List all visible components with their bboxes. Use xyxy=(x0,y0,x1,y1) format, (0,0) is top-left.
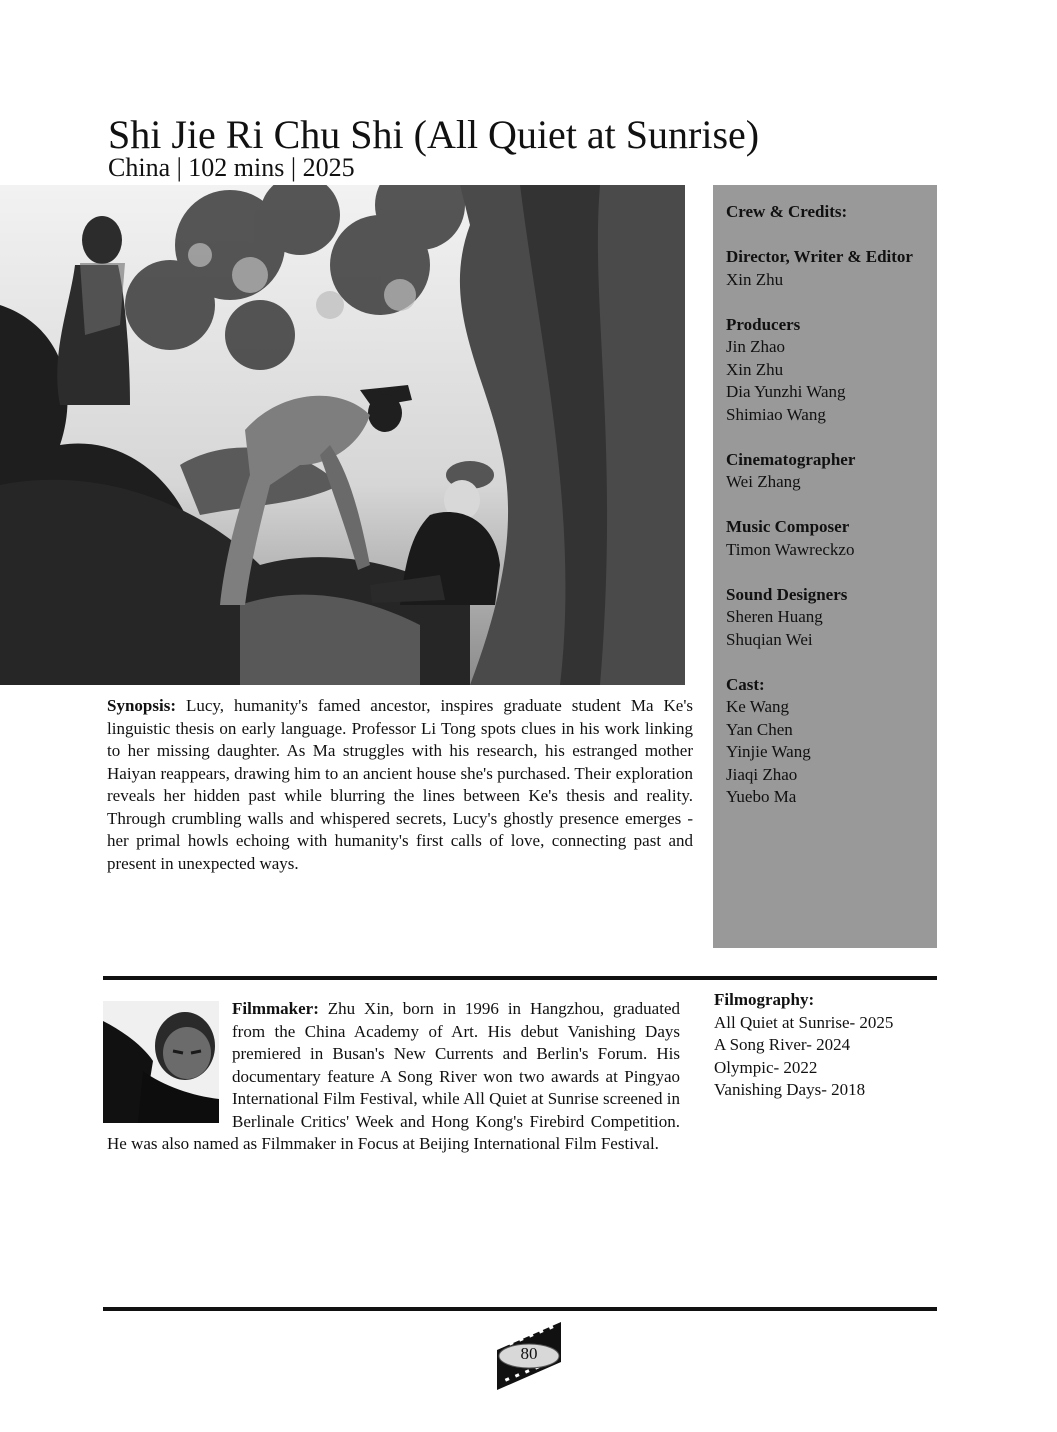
credit-name: Ke Wang xyxy=(726,697,789,716)
credit-name: Xin Zhu xyxy=(726,359,784,379)
synopsis-label: Synopsis: xyxy=(107,696,176,715)
credits-panel xyxy=(713,185,937,948)
filmmaker-bio xyxy=(107,998,680,1156)
filmmaker-text: Zhu Xin, born in 1996 in Hangzhou, graduated from the China Academy of Art. His debut Vanishing Days premiered in Busan's New Currents and Berlin's Forum. His documentary feature A Song River won two awards at Pingyao International Film Festival, while All Quiet at Sunrise screened in Berlinale Critics' Week and Hong Kong's Firebird Competition. He was also named as Filmmaker in Focus at Beijing International Film Festival. xyxy=(107,999,680,1153)
credit-role: Sound Designers xyxy=(726,584,848,604)
credit-role: Producers xyxy=(726,314,801,334)
filmography-heading: Filmography: xyxy=(714,990,815,1009)
filmography-item: A Song River- 2024 xyxy=(714,1035,851,1054)
credit-name: Wei Zhang xyxy=(726,472,801,491)
credit-name: Jiaqi Zhao xyxy=(726,764,798,784)
filmography-item: Vanishing Days- 2018 xyxy=(714,1080,866,1099)
credits-heading: Crew & Credits: xyxy=(726,202,848,221)
filmmaker-label: Filmmaker: xyxy=(232,999,319,1018)
page-number: 80 xyxy=(520,1344,538,1363)
section-divider xyxy=(103,976,937,980)
credit-name: Yan Chen xyxy=(726,719,793,739)
credit-name: Xin Zhu xyxy=(726,269,784,289)
credit-name: Shimiao Wang xyxy=(726,404,826,424)
synopsis xyxy=(107,695,693,875)
film-title: Shi Jie Ri Chu Shi (All Quiet at Sunrise) xyxy=(108,112,760,157)
credit-name: Timon Wawreckzo xyxy=(726,539,855,559)
footer-divider xyxy=(103,1307,937,1311)
credit-name: Jin Zhao xyxy=(726,337,786,356)
filmography-item: Olympic- 2022 xyxy=(714,1057,818,1077)
credit-name: Dia Yunzhi Wang xyxy=(726,382,846,401)
film-meta: China | 102 mins | 2025 xyxy=(108,153,355,182)
credit-name: Sheren Huang xyxy=(726,607,823,626)
filmography xyxy=(714,989,937,1102)
credit-name: Shuqian Wei xyxy=(726,629,813,649)
filmography-item: All Quiet at Sunrise- 2025 xyxy=(714,1012,894,1032)
synopsis-text: Lucy, humanity's famed ancestor, inspires graduate student Ma Ke's linguistic thesis on early language. Professor Li Tong spots clues in his work linking to her missing daughter. As Ma struggles with his research, his estranged mother Haiyan reappears, drawing him to an ancient house she's purchased. Their exploration reveals her hidden past while blurring the lines between Ke's thesis and reality. Through crumbling walls and whispered secrets, Lucy's ghostly presence emerges - her primal howls echoing with humanity's first calls of love, connecting past and present in unexpected ways. xyxy=(107,696,693,873)
film-still-image xyxy=(0,185,685,685)
credit-role: Music Composer xyxy=(726,517,850,536)
credit-role: Cast: xyxy=(726,674,765,694)
credit-role: Director, Writer & Editor xyxy=(726,247,913,266)
credit-name: Yuebo Ma xyxy=(726,787,797,806)
credit-role: Cinematographer xyxy=(726,449,856,469)
credit-name: Yinjie Wang xyxy=(726,742,811,761)
